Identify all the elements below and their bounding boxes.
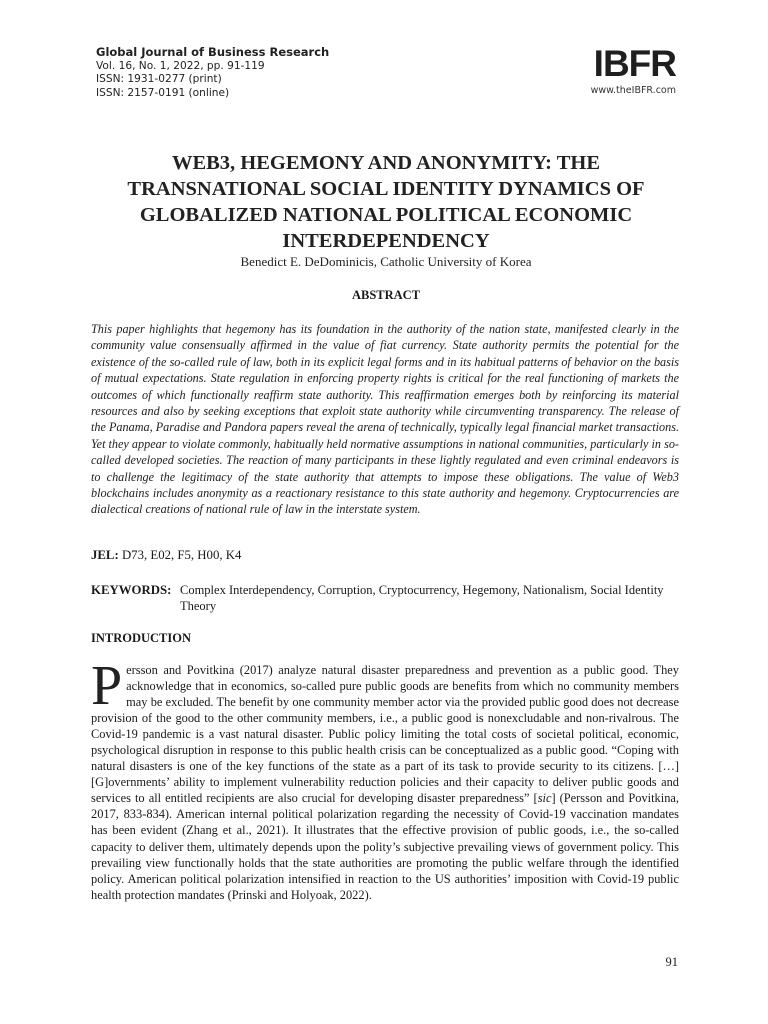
- keywords-text: Complex Interdependency, Corruption, Cryptocurrency, Hegemony, Nationalism, Social Identity Theory: [180, 583, 664, 613]
- volume-line: Vol. 16, No. 1, 2022, pp. 91-119: [96, 59, 265, 72]
- jel-values: D73, E02, F5, H00, K4: [121, 548, 242, 562]
- abstract-text: This paper highlights that hegemony has its foundation in the authority of the nation state, manifested clearly in the community value consensually affirmed in the value of fiat currency. State authority permits the potential for the existence of the so-called rule of law, both in its explicit legal forms and in its habitual patterns of behavior on the basis of mutual expectations. State regulation in enforcing property rights is critical for the real functioning of markets the outcomes of which functionally reaffirm state authority. This reaffirmation emerges both by reinforcing its material resources and also by seeking exceptions that exploit state authority while circumventing transparency. The release of the Panama, Paradise and Pandora papers reveal the arena of technically, typically legal financial market transactions. Yet they appear to violate commonly, habitually held normative assumptions in national communities, particularly in so-called developed societies. The reaction of many participants in these lightly regulated and even criminal endeavors is to challenge the legitimacy of the state authority that attempts to impose these obligations. The value of Web3 blockchains includes anonymity as a reactionary resistance to this state authority and hegemony. Cryptocurrencies are dialectical creations of national rule of law in the interstate system.: [91, 322, 679, 517]
- introduction-body: [91, 655, 679, 903]
- journal-name: Global Journal of Business Research: [96, 45, 330, 59]
- jel-codes: [91, 548, 241, 563]
- page-number: 91: [665, 955, 678, 969]
- intro-text-start: ersson and Povitkina (2017) analyze natural disaster preparedness and prevention as a public good. They acknowledge that in economics, so-called pure public goods are benefits from which no community members may be excluded. The benefit by one community member actor via the provided public good does not decrease provision of the good to the other community members, i.e., a public good is nonexcludable and non-rivalrous. The Covid-19 pandemic is a vast natural disaster. Public policy limiting the total costs of societal political, economic, psychological disruption in response to this public health crisis can be conceptualized as a public good. “Coping with natural disasters is one of the key functions of the state as a part of its task to provide security to its citizens. […] [G]overnments’ ability to implement vulnerability reduction policies and their capacity to deliver public goods and services to all entitled recipients are also crucial for developing disaster preparedness” [: [91, 663, 679, 806]
- ibfr-logo-block: [590, 43, 676, 96]
- author-line: Benedict E. DeDominicis, Catholic University of Korea: [240, 254, 532, 269]
- introduction-heading: INTRODUCTION: [91, 631, 192, 645]
- sic-marker: sic: [537, 791, 552, 806]
- issn-print: ISSN: 1931-0277 (print): [96, 73, 222, 86]
- issn-online: ISSN: 2157-0191 (online): [96, 86, 230, 99]
- website-url: www.theIBFR.com: [590, 85, 676, 96]
- keywords: [91, 582, 679, 614]
- drop-cap: P: [91, 655, 123, 717]
- paper-title: WEB3, HEGEMONY AND ANONYMITY: THE TRANSNATIONAL SOCIAL IDENTITY DYNAMICS OF GLOBALIZED NATIONAL POLITICAL ECONOMIC INTERDEPENDENCY: [127, 152, 645, 252]
- journal-info: [96, 43, 676, 100]
- ibfr-logo: IBFR: [593, 43, 676, 84]
- abstract-heading: ABSTRACT: [351, 288, 421, 302]
- intro-text-end: ] (Persson and Povitkina, 2017, 833-834). American internal political polarization regarding the necessity of Covid-19 vaccination mandates has been evident (Zhang et al., 2021). It illustrates that the effective provision of public goods, i.e., the so-called capacity to deliver them, ultimately depends upon the polity’s subjective prevailing views of government policy. This prevailing view functionally holds that the state authorities are promoting the public welfare through the identified policy. American political polarization intensified in reaction to the US authorities’ imposition with Covid-19 public health protection mandates (Prinski and Holyoak, 2022).: [91, 791, 679, 902]
- keywords-label: KEYWORDS:: [91, 583, 172, 597]
- page-header: [96, 43, 676, 100]
- jel-label: JEL:: [91, 548, 119, 562]
